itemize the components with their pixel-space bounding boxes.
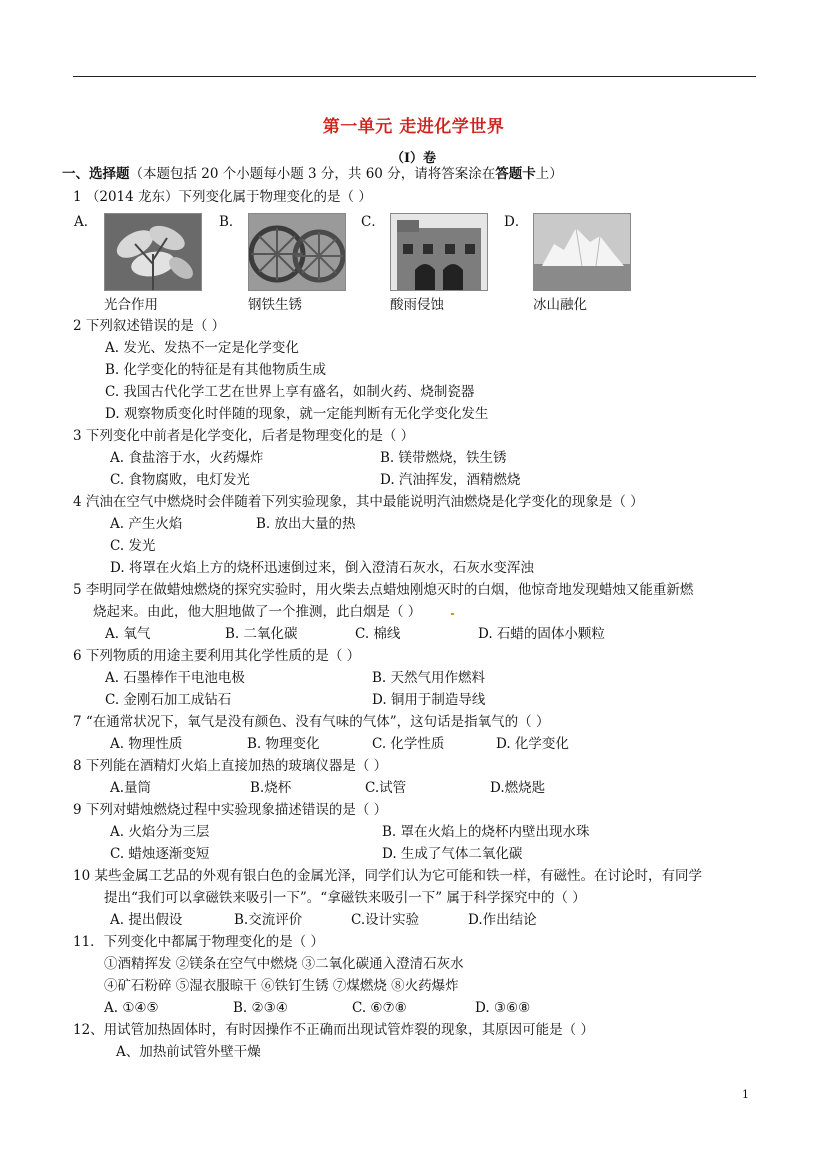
rusty-wheels-photo [248, 213, 346, 291]
header-rule [73, 76, 756, 77]
q1-option-b-caption: 钢铁生锈 [248, 297, 302, 313]
q6-option-b: B. 天然气用作燃料 [372, 670, 486, 686]
q7-option-d: D. 化学变化 [496, 736, 569, 752]
q2-option-c: C. 我国古代化学工艺在世界上享有盛名，如制火药、烧制瓷器 [105, 384, 475, 400]
stone-gate-building-photo [390, 213, 488, 291]
question-11-stem: 11．下列变化中都属于物理变化的是（ ） [73, 934, 324, 950]
question-10-stem-cont: 提出“我们可以拿磁铁来吸引一下”。“拿磁铁来吸引一下” 属于科学探究中的（ ） [104, 890, 586, 906]
question-9-stem: 9 下列对蜡烛燃烧过程中实验现象描述错误的是（ ） [73, 802, 388, 818]
question-4-stem: 4 汽油在空气中燃烧时会伴随着下列实验现象，其中最能说明汽油燃烧是化学变化的现象是（ ） [73, 494, 644, 510]
q7-option-c: C. 化学性质 [372, 736, 445, 752]
q7-option-a: A. 物理性质 [110, 736, 183, 752]
q2-option-a: A. 发光、发热不一定是化学变化 [105, 340, 299, 356]
q1-option-d-letter: D． [504, 214, 529, 230]
q3-option-d: D. 汽油挥发，酒精燃烧 [380, 472, 521, 488]
q11-option-c: C. ⑥⑦⑧ [352, 1000, 407, 1016]
q7-option-b: B. 物理变化 [247, 736, 320, 752]
q4-option-d: D. 将罩在火焰上方的烧杯迅速倒过来，倒入澄清石灰水，石灰水变浑浊 [110, 560, 534, 576]
q11-option-a: A. ①④⑤ [104, 1000, 159, 1016]
q5-option-c: C. 棉线 [355, 626, 401, 642]
plant-leaves-photo [104, 213, 202, 291]
q11-option-b: B. ②③④ [233, 1000, 288, 1016]
q8-option-a: A.量筒 [110, 780, 152, 796]
section-heading: 一、选择题 [62, 166, 130, 182]
q6-option-c: C. 金刚石加工成钻石 [105, 692, 232, 708]
q5-option-b: B. 二氧化碳 [225, 626, 298, 642]
q1-option-b-letter: B． [219, 214, 243, 230]
q1-option-a-letter: A． [74, 214, 98, 230]
section-note-end: 上） [535, 166, 563, 182]
section-heading-line [62, 165, 563, 183]
question-3-stem: 3 下列变化中前者是化学变化，后者是物理变化的是（ ） [73, 428, 415, 444]
q10-option-d: D.作出结论 [468, 912, 537, 928]
q2-option-b: B. 化学变化的特征是有其他物质生成 [105, 362, 327, 378]
q9-option-a: A. 火焰分为三层 [110, 824, 210, 840]
question-6-stem: 6 下列物质的用途主要利用其化学性质的是（ ） [73, 648, 361, 664]
question-10-stem: 10 某些金属工艺品的外观有银白色的金属光泽，同学们认为它可能和铁一样，有磁性。在讨论时，有同学 [73, 868, 702, 884]
q11-option-d: D. ③⑥⑧ [475, 1000, 531, 1016]
stray-mark [451, 613, 454, 615]
question-11-items-2: ④矿石粉碎 ⑤湿衣服晾干 ⑥铁钉生锈 ⑦煤燃烧 ⑧火药爆炸 [104, 978, 459, 994]
q1-option-c-caption: 酸雨侵蚀 [390, 297, 444, 313]
question-8-stem: 8 下列能在酒精灯火焰上直接加热的玻璃仪器是（ ） [73, 758, 388, 774]
q4-option-c: C. 发光 [110, 538, 156, 554]
q5-option-d: D. 石蜡的固体小颗粒 [478, 626, 605, 642]
q12-option-a: A、加热前试管外壁干燥 [116, 1044, 261, 1060]
q6-option-d: D. 铜用于制造导线 [372, 692, 486, 708]
iceberg-photo [533, 213, 631, 291]
q9-option-c: C. 蜡烛逐渐变短 [110, 846, 210, 862]
question-7-stem: 7 “在通常状况下，氧气是没有颜色、没有气味的气体”，这句话是指氧气的（ ） [73, 714, 550, 730]
question-1-stem: 1 （2014 龙东）下列变化属于物理变化的是（ ） [73, 189, 372, 205]
q10-option-b: B.交流评价 [234, 912, 303, 928]
q10-option-a: A. 提出假设 [110, 912, 183, 928]
q10-option-c: C.设计实验 [351, 912, 420, 928]
question-2-stem: 2 下列叙述错误的是（ ） [73, 318, 226, 334]
q8-option-d: D.燃烧匙 [490, 780, 546, 796]
section-subtitle: （Ⅰ）卷 [390, 151, 437, 166]
q9-option-b: B. 罩在火焰上的烧杯内壁出现水珠 [382, 824, 590, 840]
q9-option-d: D. 生成了气体二氧化碳 [382, 846, 523, 862]
page-number: 1 [742, 1088, 749, 1101]
q1-option-c-letter: C． [361, 214, 385, 230]
page-title: 第一单元 走进化学世界 [322, 117, 505, 137]
question-11-items-1: ①酒精挥发 ②镁条在空气中燃烧 ③二氧化碳通入澄清石灰水 [104, 956, 464, 972]
q1-option-d-caption: 冰山融化 [533, 297, 587, 313]
q3-option-c: C. 食物腐败，电灯发光 [110, 472, 250, 488]
q8-option-b: B.烧杯 [250, 780, 292, 796]
question-5-stem: 5 李明同学在做蜡烛燃烧的探究实验时，用火柴去点蜡烛刚熄灭时的白烟，他惊奇地发现蜡烛又能重新燃 [73, 582, 694, 598]
question-12-stem: 12、用试管加热固体时，有时因操作不正确而出现试管炸裂的现象，其原因可能是（ ） [73, 1022, 594, 1038]
q2-option-d: D. 观察物质变化时伴随的现象，就一定能判断有无化学变化发生 [105, 406, 489, 422]
q4-option-a: A. 产生火焰 [110, 516, 183, 532]
q8-option-c: C.试管 [365, 780, 407, 796]
section-note: （本题包括 20 个小题每小题 3 分，共 60 分，请将答案涂在 [129, 166, 496, 182]
q1-option-a-caption: 光合作用 [104, 297, 158, 313]
q3-option-a: A. 食盐溶于水，火药爆炸 [110, 450, 264, 466]
q5-option-a: A. 氧气 [105, 626, 151, 642]
q4-option-b: B. 放出大量的热 [256, 516, 356, 532]
answer-card-text: 答题卡 [495, 166, 536, 182]
q6-option-a: A. 石墨棒作干电池电极 [105, 670, 245, 686]
question-5-stem-cont: 烧起来。由此，他大胆地做了一个推测，此白烟是（ ） [93, 604, 422, 620]
q3-option-b: B. 镁带燃烧，铁生锈 [380, 450, 507, 466]
